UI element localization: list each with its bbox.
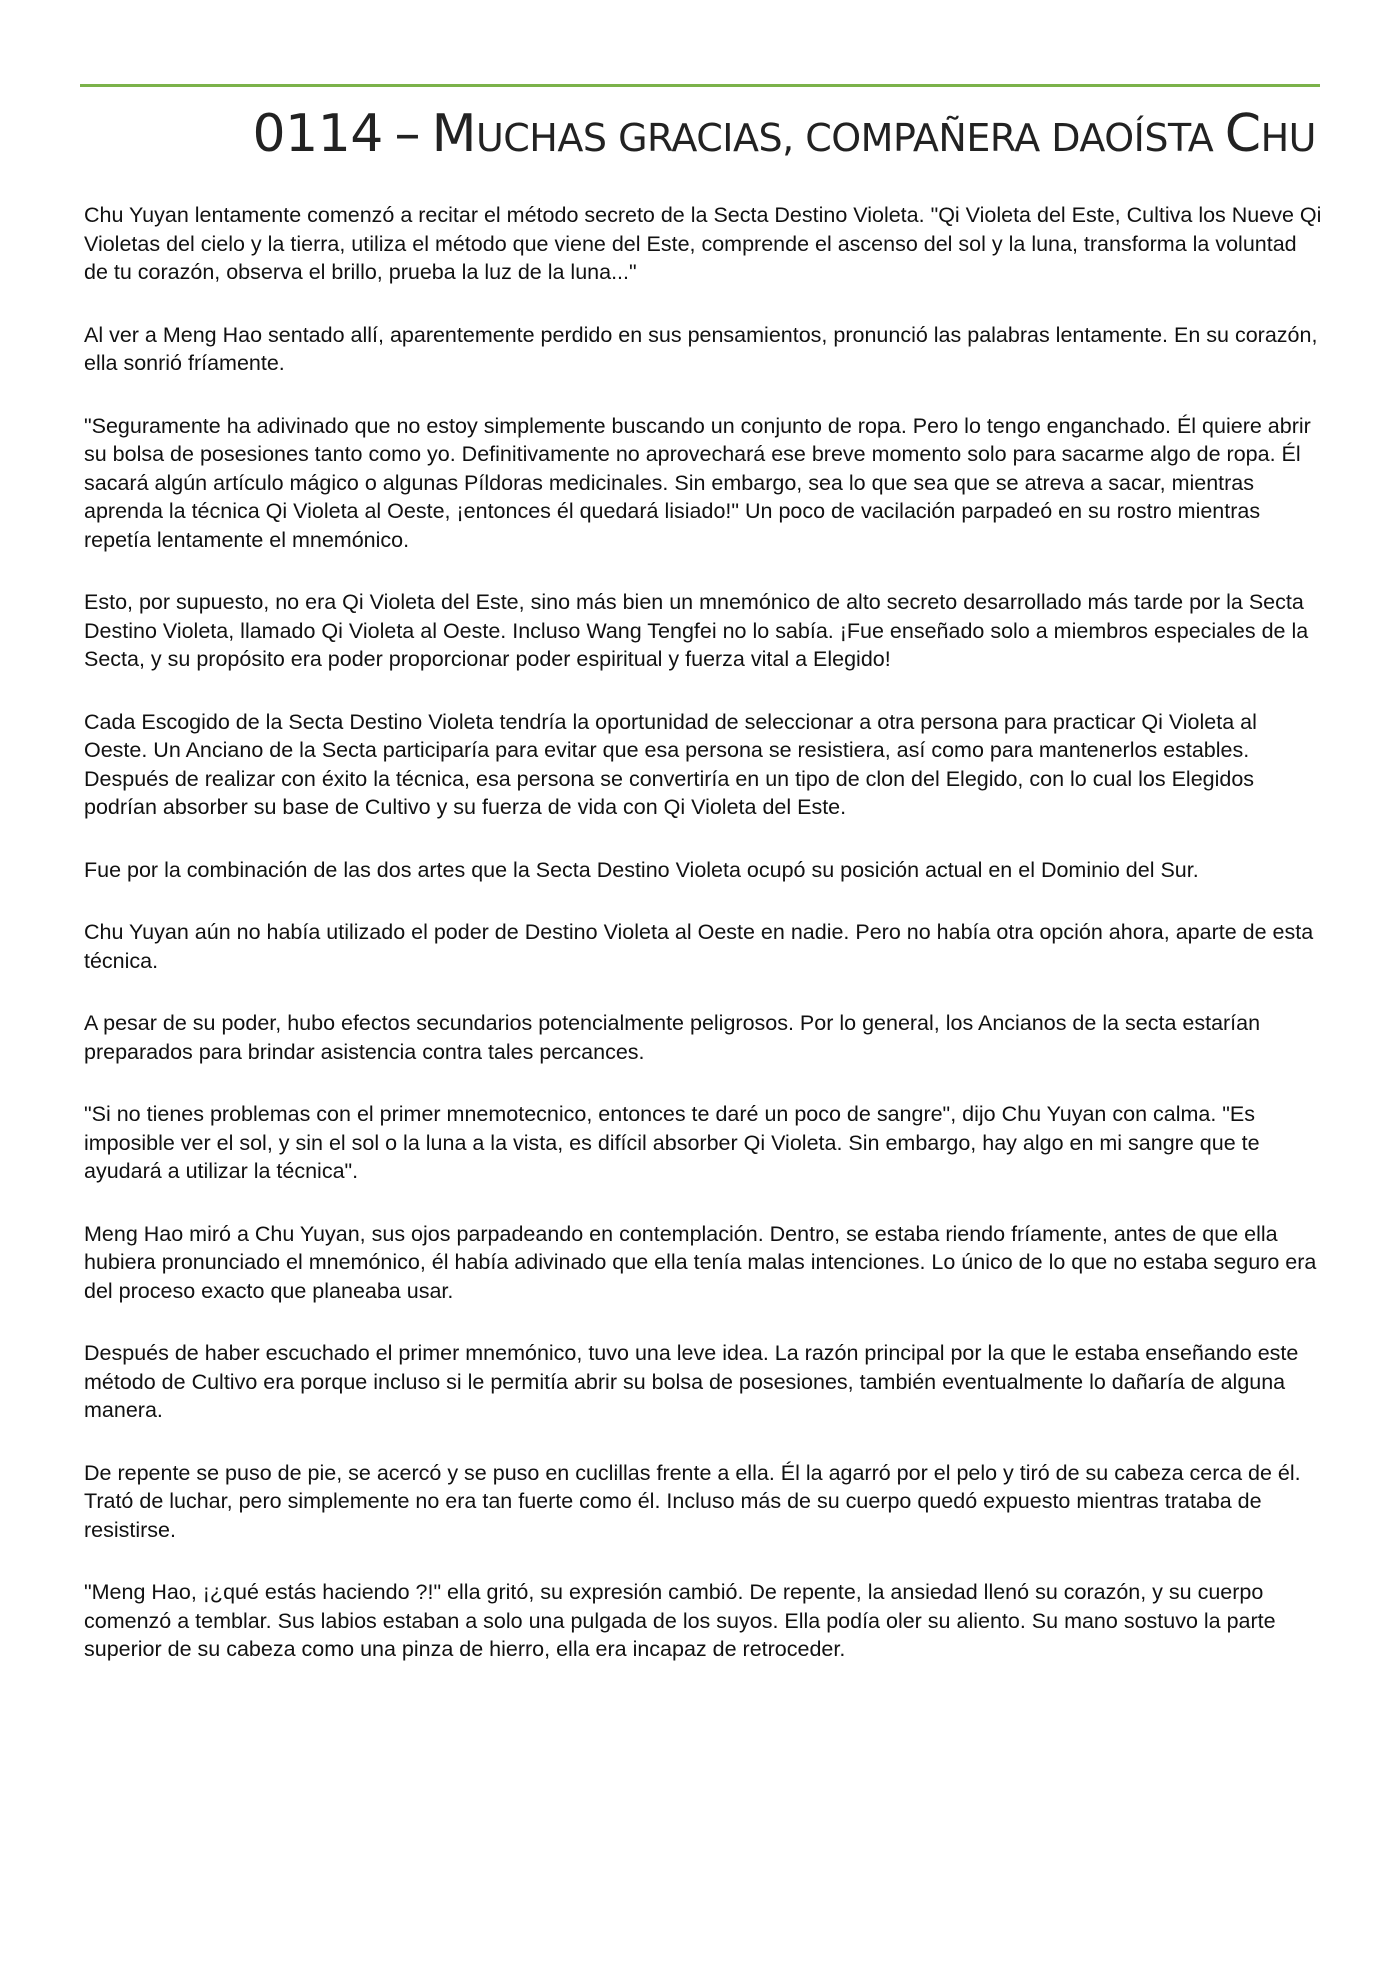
- chapter-number: 0114: [252, 104, 383, 164]
- paragraph: "Si no tienes problemas con el primer mnemotecnico, entonces te daré un poco de sangre", dijo Chu Yuyan con calma. "Es imposible ver el sol, y sin el sol o la luna a la vista, es difícil absorber Qi Violeta. Sin embargo, hay algo en mi sangre que te ayudará a utilizar la técnica".: [84, 1102, 1260, 1183]
- chapter-body: [84, 201, 1324, 1698]
- chapter-dash: –: [394, 104, 420, 164]
- title-smallcaps: HU: [1260, 116, 1316, 160]
- title-initial: C: [1224, 104, 1261, 164]
- paragraph: Chu Yuyan aún no había utilizado el poder de Destino Violeta al Oeste en nadie. Pero no había otra opción ahora, aparte de esta técnica.: [84, 920, 1314, 973]
- paragraph: Fue por la combinación de las dos artes que la Secta Destino Violeta ocupó su posición actual en el Dominio del Sur.: [84, 857, 1199, 882]
- paragraph: A pesar de su poder, hubo efectos secundarios potencialmente peligrosos. Por lo general, los Ancianos de la secta estarían preparados para brindar asistencia contra tales percances.: [84, 1011, 1261, 1064]
- paragraph: Después de haber escuchado el primer mnemónico, tuvo una leve idea. La razón principal por la que le estaba enseñando este método de Cultivo era porque incluso si le permitía abrir su bolsa de posesiones, también eventualmente lo dañaría de alguna manera.: [84, 1341, 1299, 1422]
- paragraph: "Seguramente ha adivinado que no estoy simplemente buscando un conjunto de ropa. Pero lo tengo enganchado. Él quiere abrir su bolsa de posesiones tanto como yo. Definitivamente no aprovechará ese breve momento solo para sacarme algo de ropa. Él sacará algún artículo mágico o algunas Píldoras medicinales. Sin embargo, sea lo que sea que se atreva a sacar, mientras aprenda la técnica Qi Violeta al Oeste, ¡entonces él quedará lisiado!" Un poco de vacilación parpadeó en su rostro mientras repetía lentamente el mnemónico.: [84, 413, 1311, 552]
- title-initial: M: [431, 104, 476, 164]
- paragraph: De repente se puso de pie, se acercó y se puso en cuclillas frente a ella. Él la agarró por el pelo y tiró de su cabeza cerca de él. Trató de luchar, pero simplemente no era tan fuerte como él. Incluso más de su cuerpo quedó expuesto mientras trataba de resistirse.: [84, 1460, 1301, 1542]
- paragraph: Al ver a Meng Hao sentado allí, aparentemente perdido en sus pensamientos, pronunció las palabras lentamente. En su corazón, ella sonrió fríamente.: [84, 322, 1318, 375]
- paragraph: Chu Yuyan lentamente comenzó a recitar el método secreto de la Secta Destino Violeta. "Qi Violeta del Este, Cultiva los Nueve Qi Violetas del cielo y la tierra, utiliza el método que viene del Este, comprende el ascenso del sol y la luna, transforma la voluntad de tu corazón, observa el brillo, prueba la luz de la luna...": [84, 203, 1322, 284]
- paragraph: Meng Hao miró a Chu Yuyan, sus ojos parpadeando en contemplación. Dentro, se estaba riendo fríamente, antes de que ella hubiera pronunciado el mnemónico, él había adivinado que ella tenía malas intenciones. Lo único de lo que no estaba seguro era del proceso exacto que planeaba usar.: [84, 1221, 1317, 1303]
- paragraph: Esto, por supuesto, no era Qi Violeta del Este, sino más bien un mnemónico de alto secreto desarrollado más tarde por la Secta Destino Violeta, llamado Qi Violeta al Oeste. Incluso Wang Tengfei no lo sabía. ¡Fue enseñado solo a miembros especiales de la Secta, y su propósito era poder proporcionar poder espiritual y fuerza vital a Elegido!: [84, 590, 1309, 671]
- header-rule: [80, 84, 1320, 87]
- paragraph: "Meng Hao, ¡¿qué estás haciendo ?!" ella gritó, su expresión cambió. De repente, la ansiedad llenó su corazón, y su cuerpo comenzó a temblar. Sus labios estaban a solo una pulgada de los suyos. Ella podía oler su aliento. Su mano sostuvo la parte superior de su cabeza como una pinza de hierro, ella era incapaz de retroceder.: [84, 1580, 1276, 1661]
- title-smallcaps: UCHAS GRACIAS, COMPAÑERA DAOÍSTA: [475, 116, 1225, 160]
- chapter-title: [253, 96, 1316, 176]
- paragraph: Cada Escogido de la Secta Destino Violeta tendría la oportunidad de seleccionar a otra persona para practicar Qi Violeta al Oeste. Un Anciano de la Secta participaría para evitar que esa persona se resistiera, así como para mantenerlos estables. Después de realizar con éxito la técnica, esa persona se convertiría en un tipo de clon del Elegido, con lo cual los Elegidos podrían absorber su base de Cultivo y su fuerza de vida con Qi Violeta del Este.: [84, 709, 1257, 819]
